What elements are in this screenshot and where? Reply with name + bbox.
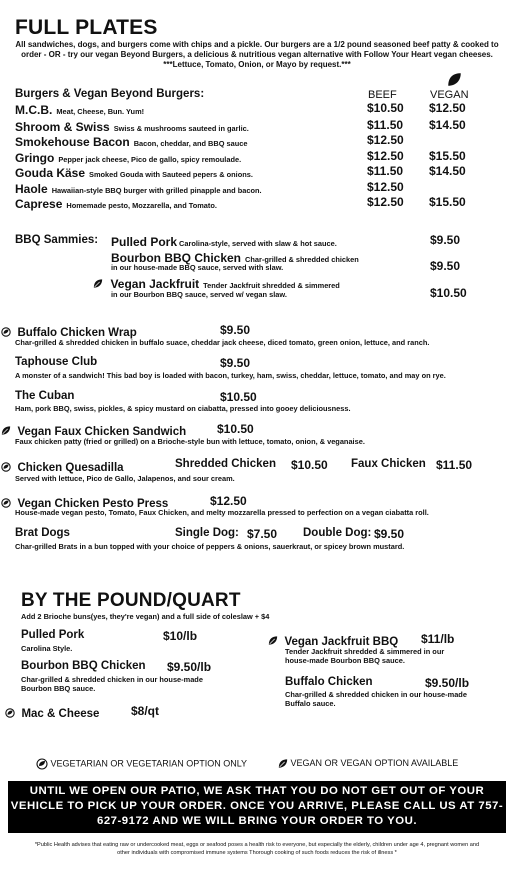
plate-desc: A monster of a sandwich! This bad boy is loaded with bacon, turkey, ham, swiss, cheddar, lettuce, tomato, and may on rye.	[15, 371, 446, 380]
plate-option: Shredded Chicken	[175, 458, 276, 470]
bbq-desc-line2: in our house-made BBQ sauce, served with slaw.	[111, 263, 284, 272]
burger-vegan-price: $15.50	[429, 149, 466, 163]
circle-leaf-icon	[36, 758, 48, 768]
plate-name: Taphouse Club	[15, 356, 98, 368]
bbq-desc-line2: in our Bourbon BBQ sauce, served w/ vegan slaw.	[111, 290, 287, 299]
plate-name: Buffalo Chicken Wrap	[17, 327, 137, 339]
burger-vegan-price: $14.50	[429, 118, 466, 132]
plate-price: $9.50	[374, 527, 405, 541]
intro-note: ***Lettuce, Tomato, Onion, or Mayo by request.***	[163, 60, 351, 69]
pound-item-desc: house-made Bourbon BBQ sauce.	[285, 656, 405, 665]
pound-item-price: $8/qt	[131, 704, 160, 718]
leaf-icon	[268, 632, 278, 649]
pound-item	[5, 704, 99, 722]
pound-item-desc: Char-grilled & shredded chicken in our house-made	[21, 675, 203, 684]
pound-item-price: $9.50/lb	[425, 676, 470, 690]
plate-name: Brat Dogs	[15, 527, 70, 539]
pound-item-desc: Tender Jackfruit shredded & simmered in our	[285, 647, 445, 656]
bbq-desc: Char-grilled & shredded chicken	[245, 255, 359, 264]
circle-leaf-icon	[5, 704, 15, 721]
plate-desc: Ham, pork BBQ, swiss, pickles, & spicy mustard on ciabatta, pressed into gooey deliciousness.	[15, 404, 351, 413]
intro-text: All sandwiches, dogs, and burgers come with chips and a pickle. Our burgers are a 1/2 pound seasoned beef patty & cooked to order - OR - try our vegan Beyond Burgers, a delicious & nutritious vegan alternative with Follow Your Heart vegan cheeses.	[15, 40, 499, 59]
beef-column-header: BEEF	[368, 89, 397, 101]
pound-item-name: Buffalo Chicken	[285, 676, 373, 688]
leaf-icon	[93, 275, 103, 292]
burger-vegan-price: $14.50	[429, 164, 466, 178]
burger-beef-price: $12.50	[367, 195, 404, 209]
circle-leaf-icon	[1, 494, 11, 511]
burger-beef-price: $11.50	[367, 118, 404, 132]
legend-vegetarian-label: VEGETARIAN OR VEGETARIAN OPTION ONLY	[50, 758, 248, 769]
plate-desc: Char-grilled & shredded chicken in buffalo suace, cheddar jack cheese, diced tomato, green onion, lettuce, and ranch.	[15, 338, 430, 347]
bbq-price: $9.50	[430, 259, 461, 273]
burger-beef-price: $12.50	[367, 180, 404, 194]
pound-item-desc: Buffalo sauce.	[285, 699, 336, 708]
pound-item-name: Vegan Jackfruit BBQ	[284, 636, 399, 648]
plate-option: Faux Chicken	[351, 458, 426, 470]
burger-beef-price: $12.50	[367, 133, 404, 147]
pound-title: BY THE POUND/QUART	[21, 590, 241, 611]
bbq-heading: BBQ Sammies:	[15, 234, 99, 246]
plate-option: Double Dog:	[303, 527, 372, 539]
bbq-name: Bourbon BBQ Chicken	[111, 251, 242, 265]
plate-desc: Served with lettuce, Pico de Gallo, Jalapenos, and sour cream.	[15, 474, 235, 483]
pound-item-desc: Carolina Style.	[21, 644, 73, 653]
bbq-name: Vegan Jackfruit	[110, 277, 200, 291]
burger-name: Shroom & Swiss	[15, 120, 110, 134]
burger-beef-price: $12.50	[367, 149, 404, 163]
bbq-desc: Carolina-style, served with slaw & hot sauce.	[179, 239, 337, 248]
burger-desc: Meat, Cheese, Bun. Yum!	[56, 107, 145, 116]
pound-item-price: $11/lb	[421, 632, 455, 646]
circle-leaf-icon	[1, 458, 11, 475]
pound-item-price: $9.50/lb	[167, 660, 212, 674]
vegan-column-header: VEGAN	[430, 89, 469, 101]
burger-desc: Hawaiian-style BBQ burger with grilled pinapple and bacon.	[51, 186, 262, 195]
bbq-price: $9.50	[430, 233, 461, 247]
burger-name: Haole	[15, 182, 48, 196]
circle-leaf-icon	[1, 323, 11, 340]
burger-item	[15, 195, 217, 213]
burger-vegan-price: $15.50	[429, 195, 466, 209]
burger-name: M.C.B.	[15, 103, 53, 117]
plate-price: $9.50	[220, 323, 251, 337]
bbq-desc: Tender Jackfruit shredded & simmered	[203, 281, 340, 290]
plate-price: $10.50	[217, 422, 254, 436]
burger-item	[15, 101, 144, 119]
plate-price: $12.50	[210, 494, 247, 508]
burger-desc: Pepper jack cheese, Pico de gallo, spicy remoulade.	[58, 155, 242, 164]
burger-name: Smokehouse Bacon	[15, 135, 130, 149]
burger-desc: Swiss & mushrooms sauteed in garlic.	[113, 124, 249, 133]
legend-vegan-label: VEGAN OR VEGAN OPTION AVAILABLE	[290, 758, 459, 768]
plate-name: Vegan Faux Chicken Sandwich	[17, 426, 187, 438]
burger-name: Gouda Käse	[15, 166, 86, 180]
burger-desc: Smoked Gouda with Sauteed pepers & onions.	[89, 170, 253, 179]
burger-beef-price: $11.50	[367, 164, 404, 178]
plate-price: $10.50	[220, 390, 257, 404]
bbq-name: Pulled Pork	[111, 235, 178, 249]
plate-name: Vegan Chicken Pesto Press	[17, 498, 169, 510]
page-title: FULL PLATES	[15, 16, 158, 39]
leaf-icon	[278, 758, 288, 768]
plate-desc: Char-grilled Brats in a bun topped with your choice of peppers & onions, sauerkraut, or spicey brown mustard.	[15, 542, 405, 551]
legend-vegetarian	[36, 758, 247, 770]
burgers-heading: Burgers & Vegan Beyond Burgers:	[15, 88, 205, 100]
bbq-price: $10.50	[430, 286, 467, 300]
pound-subtitle: Add 2 Brioche buns(yes, they're vegan) and a full side of coleslaw + $4	[21, 612, 270, 621]
leaf-icon	[1, 422, 11, 439]
plate-name: The Cuban	[15, 390, 75, 402]
pound-item-name: Mac & Cheese	[21, 708, 100, 720]
pickup-notice: UNTIL WE OPEN OUR PATIO, WE ASK THAT YOU DO NOT GET OUT OF YOUR VEHICLE TO PICK UP YOUR ORDER. ONCE YOU ARRIVE, PLEASE CALL US AT 757-627-9172 AND WE WILL BRING YOUR ORDER TO YOU.	[8, 781, 506, 833]
burger-vegan-price: $12.50	[429, 101, 466, 115]
burger-beef-price: $10.50	[367, 101, 404, 115]
pound-item-name: Bourbon BBQ Chicken	[21, 660, 146, 672]
pound-item-price: $10/lb	[163, 629, 198, 643]
plate-option: Single Dog:	[175, 527, 239, 539]
plate-price: $9.50	[220, 356, 251, 370]
plate-desc: Faux chicken patty (fried or grilled) on a Brioche-style bun with lettuce, tomato, onion, & veganaise.	[15, 437, 365, 446]
plate-desc: House-made vegan pesto, Tomato, Faux Chicken, and melty mozzarella pressed to perfection on a vegan ciabatta roll.	[15, 508, 429, 517]
plate-price: $10.50	[291, 458, 328, 472]
pound-item-name: Pulled Pork	[21, 629, 85, 641]
pound-item-desc: Char-grilled & shredded chicken in our house-made	[285, 690, 467, 699]
plate-price: $11.50	[436, 458, 473, 472]
plate-name: Chicken Quesadilla	[17, 462, 124, 474]
health-disclaimer: *Public Health advises that eating raw or undercooked meat, eggs or seafood poses a health risk to everyone, but especially the elderly, children under age 4, pregnant women and other individuals with compromised immune systems Thorough cooking of such foods reduces the risk of illness *	[34, 842, 480, 856]
burger-name: Gringo	[15, 151, 55, 165]
burger-name: Caprese	[15, 197, 63, 211]
legend-vegan	[278, 758, 458, 769]
burger-desc: Homemade pesto, Mozzarella, and Tomato.	[66, 201, 217, 210]
burger-desc: Bacon, cheddar, and BBQ sauce	[133, 139, 248, 148]
pound-item-desc: Bourbon BBQ sauce.	[21, 684, 96, 693]
plate-price: $7.50	[247, 527, 278, 541]
